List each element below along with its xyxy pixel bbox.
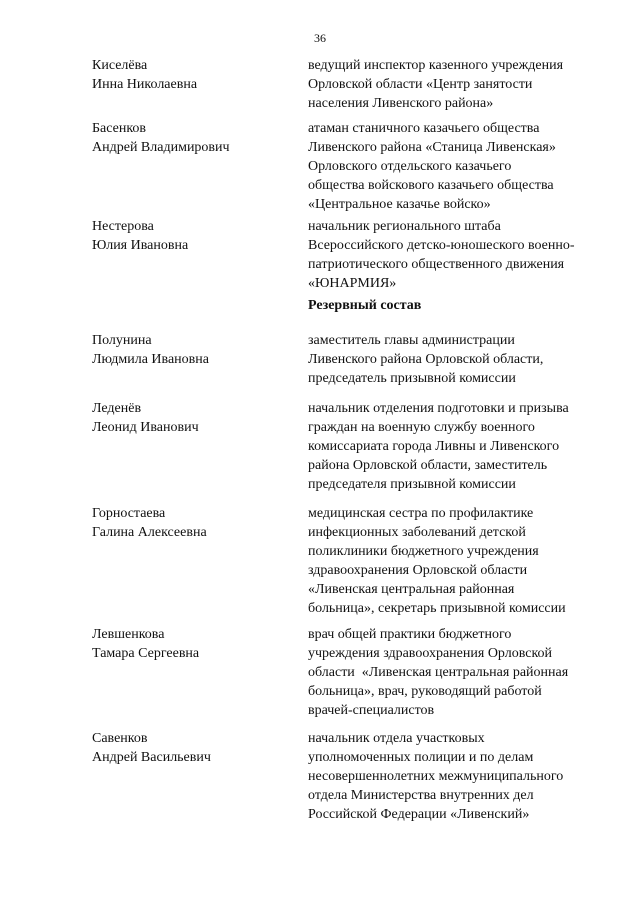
member-given-names: Галина Алексеевна (92, 525, 207, 540)
member-given-names: Людмила Ивановна (92, 352, 209, 367)
role-line: ведущий инспектор казенного учреждения (308, 58, 564, 73)
role-line: атаман станичного казачьего общества (308, 121, 540, 136)
page-number: 36 (314, 31, 326, 45)
member-name (92, 56, 292, 94)
role-line: председателя призывной комиссии (308, 477, 516, 492)
member-given-names: Инна Николаевна (92, 77, 198, 92)
role-line: больница», врач, руководящий работой (308, 684, 542, 699)
member-given-names: Андрей Васильевич (92, 750, 211, 765)
member-name (92, 399, 292, 437)
member-name (92, 119, 292, 157)
role-line: инфекционных заболеваний детской (308, 525, 526, 540)
member-given-names: Андрей Владимирович (92, 140, 230, 155)
role-line: уполномоченных полиции и по делам (308, 750, 534, 765)
member-given-names: Юлия Ивановна (92, 238, 189, 253)
role-line: «ЮНАРМИЯ» (308, 276, 397, 291)
role-line: начальник отделения подготовки и призыва (308, 401, 569, 416)
role-line: общества войскового казачьего общества (308, 178, 554, 193)
role-line: начальник регионального штаба (308, 219, 501, 234)
role-line: «Центральное казачье войско» (308, 197, 491, 212)
member-role (308, 331, 608, 388)
role-line: начальник отдела участковых (308, 731, 485, 746)
member-name (92, 217, 292, 255)
role-line: заместитель главы администрации (308, 333, 515, 348)
member-surname: Нестерова (92, 219, 154, 234)
member-name (92, 504, 292, 542)
member-name (92, 331, 292, 369)
role-line: Всероссийского детско-юношеского военно- (308, 238, 575, 253)
member-surname: Киселёва (92, 58, 148, 73)
member-surname: Леденёв (92, 401, 142, 416)
member-role (308, 399, 608, 494)
role-line: здравоохранения Орловской области (308, 563, 528, 578)
member-surname: Савенков (92, 731, 148, 746)
member-given-names: Тамара Сергеевна (92, 646, 200, 661)
role-line: поликлиники бюджетного учреждения (308, 544, 539, 559)
member-role (308, 729, 608, 824)
role-line: комиссариата города Ливны и Ливенского (308, 439, 560, 454)
role-line: медицинская сестра по профилактике (308, 506, 534, 521)
role-line: населения Ливенского района» (308, 96, 494, 111)
member-given-names: Леонид Иванович (92, 420, 199, 435)
member-role (308, 119, 608, 214)
role-line: Орловской области «Центр занятости (308, 77, 533, 92)
member-role (308, 625, 608, 720)
member-role (308, 56, 608, 113)
role-line: врачей-специалистов (308, 703, 435, 718)
role-line: Ливенского района «Станица Ливенская» (308, 140, 556, 155)
role-line: Российской Федерации «Ливенский» (308, 807, 530, 822)
member-surname: Левшенкова (92, 627, 165, 642)
role-line: несовершеннолетних межмуниципального (308, 769, 564, 784)
reserve-section-heading: Резервный состав (308, 298, 422, 313)
member-name (92, 729, 292, 767)
role-line: Орловского отдельского казачьего (308, 159, 512, 174)
member-surname: Басенков (92, 121, 147, 136)
role-line: «Ливенская центральная районная (308, 582, 515, 597)
role-line: отдела Министерства внутренних дел (308, 788, 534, 803)
member-surname: Горностаева (92, 506, 166, 521)
role-line: района Орловской области, заместитель (308, 458, 548, 473)
member-role (308, 504, 608, 618)
role-line: патриотического общественного движения (308, 257, 565, 272)
role-line: граждан на военную службу военного (308, 420, 535, 435)
role-line: Ливенского района Орловской области, (308, 352, 544, 367)
role-line: врач общей практики бюджетного (308, 627, 512, 642)
member-role (308, 217, 608, 293)
member-surname: Полунина (92, 333, 152, 348)
role-line: учреждения здравоохранения Орловской (308, 646, 553, 661)
role-line: больница», секретарь призывной комиссии (308, 601, 566, 616)
role-line: председатель призывной комиссии (308, 371, 516, 386)
member-name (92, 625, 292, 663)
role-line: области «Ливенская центральная районная (308, 665, 569, 680)
